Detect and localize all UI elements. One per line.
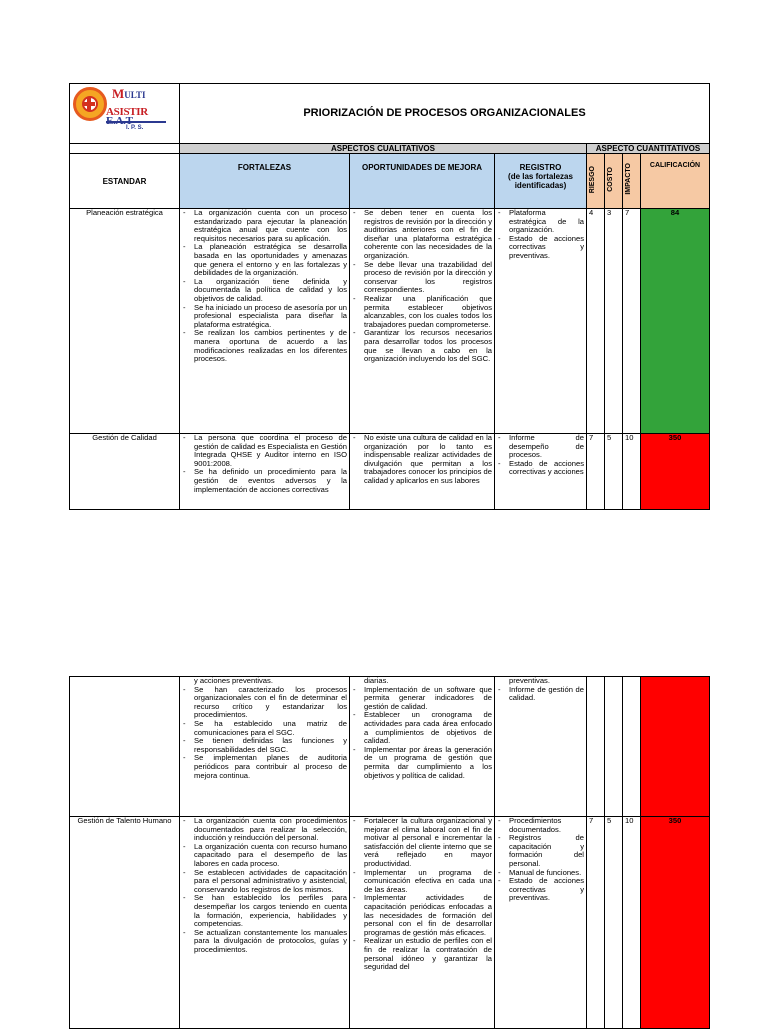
header-oportunidades: OPORTUNIDADES DE MEJORA	[350, 154, 495, 209]
row-costo: 5	[605, 817, 623, 1029]
row-oportunidades	[350, 209, 495, 434]
list-item: - Realizar una planificación que permita establecer objetivos alcanzables, con los cuales todos los trabajadores puedan comprometerse.	[364, 295, 492, 329]
multiasistir-logo	[70, 84, 170, 142]
list-item: - Se han establecido los perfiles para desempeñar los cargos teniendo en cuenta la formación, experiencia, habilidades y competencias.	[194, 894, 347, 928]
row-riesgo: 7	[587, 434, 605, 510]
row-registro	[495, 434, 587, 510]
continued-registro	[495, 677, 587, 817]
row-estandar: Gestión de Calidad	[70, 434, 180, 510]
header-quantitative: ASPECTO CUANTITATIVOS	[587, 144, 710, 154]
list-item: - La organización cuenta con un proceso estandarizado para ejecutar la planeación estratégica anual que cuente con los requisitos necesarios para su aplicación.	[194, 209, 347, 243]
list-item: - No existe una cultura de calidad en la organización por lo tanto es indispensable realizar actividades de divulgación que permitan a los trabajadores conocer los principios de calidad y aplicarlos en sus labores	[364, 434, 492, 486]
list-item: - Estado de acciones correctivas y preventivas.	[509, 235, 584, 261]
list-item: - La organización cuenta con recurso humano capacitado para el desempeño de las labores en cada proceso.	[194, 843, 347, 869]
continued-estandar	[70, 677, 180, 817]
row-impacto: 7	[623, 209, 641, 434]
row-calificacion: 350	[641, 434, 710, 510]
row-calificacion: 84	[641, 209, 710, 434]
header-estandar: ESTANDAR	[70, 154, 180, 209]
list-item: - Se tienen definidas las funciones y responsabilidades del SGC.	[194, 737, 347, 754]
continued-oportunidades	[350, 677, 495, 817]
list-item: - Se debe llevar una trazabilidad del proceso de revisión por la dirección y conservar los registros correspondientes.	[364, 261, 492, 295]
continued-fortalezas	[180, 677, 350, 817]
list-item: - Manual de funciones.	[509, 869, 584, 878]
priorizacion-table-page-1	[69, 83, 710, 510]
list-item: - Se establecen actividades de capacitación para el personal administrativo y asistencial, conservando los registros de los mismos.	[194, 869, 347, 895]
row-registro	[495, 817, 587, 1029]
list-item: - Se realizan los cambios pertinentes y de manera oportuna de acuerdo a las modificaciones realizadas en los diferentes procesos.	[194, 329, 347, 363]
header-registro: REGISTRO (de las fortalezas identificadas)	[495, 154, 587, 209]
row-registro	[495, 209, 587, 434]
list-item: - Implementar por áreas la generación de un programa de gestión que permita dar cumplimiento a los objetivos y política de calidad.	[364, 746, 492, 780]
list-item: - Garantizar los recursos necesarios para desarrollar todos los procesos que se llevan a cabo en la organización incluyendo los del SGC.	[364, 329, 492, 363]
continued-costo	[605, 677, 623, 817]
header-impacto: IMPACTO	[623, 154, 641, 209]
continued-lead-text: y acciones preventivas.	[194, 676, 273, 685]
logo-line-2: ASISTIR	[106, 106, 148, 118]
list-item: - Se ha iniciado un proceso de asesoría por un profesional especialista para diseñar la plataforma estratégica.	[194, 304, 347, 330]
row-fortalezas	[180, 817, 350, 1029]
header-costo: COSTO	[605, 154, 623, 209]
list-item: - Informe de desempeño de procesos.	[509, 434, 584, 460]
list-item: - Informe de gestión de calidad.	[509, 686, 584, 703]
list-item: - Plataforma estratégica de la organización.	[509, 209, 584, 235]
list-item: - Se implementan planes de auditoria periódicos para contribuir al proceso de mejora continua.	[194, 754, 347, 780]
list-item: - Establecer un cronograma de actividades para cada área enfocado a cumplimientos de objetivos de calidad.	[364, 711, 492, 745]
list-item: - Implementar actividades de capacitación periódicas enfocadas a las necesidades de formación del personal con el fin de desarrollar programas de gestión más eficaces.	[364, 894, 492, 937]
list-item: - Realizar un estudio de perfiles con el fin de realizar la contratación de personal idóneo y garantizar la seguridad del	[364, 937, 492, 971]
row-impacto: 10	[623, 817, 641, 1029]
row-costo: 5	[605, 434, 623, 510]
list-item: - Estado de acciones correctivas y acciones	[509, 460, 584, 477]
row-oportunidades	[350, 434, 495, 510]
row-fortalezas	[180, 434, 350, 510]
continued-lead-text: preventivas.	[509, 676, 550, 685]
priorizacion-table-page-2	[69, 676, 710, 1029]
header-spacer	[70, 144, 180, 154]
row-estandar: Planeación estratégica	[70, 209, 180, 434]
list-item: - Se actualizan constantemente los manuales para la divulgación de protocolos, guías y procedimientos.	[194, 929, 347, 955]
row-riesgo: 7	[587, 817, 605, 1029]
list-item: - La planeación estratégica se desarrolla basada en las oportunidades y amenazas que genera el entorno y en las fortalezas y debilidades de la organización.	[194, 243, 347, 277]
continued-impacto	[623, 677, 641, 817]
list-item: - Estado de acciones correctivas y preventivas.	[509, 877, 584, 903]
row-calificacion: 350	[641, 817, 710, 1029]
list-item: - La persona que coordina el proceso de gestión de calidad es Especialista en Gestión Integrada QHSE y Auditor interno en ISO 9001:2008.	[194, 434, 347, 468]
list-item: - Fortalecer la cultura organizacional y mejorar el clima laboral con el fin de motivar al personal e incrementar la satisfacción del cliente interno que se verá reflejado en mayor productividad.	[364, 817, 492, 869]
list-item: - Se ha definido un procedimiento para la gestión de eventos adversos y la implementación de acciones correctivas	[194, 468, 347, 494]
row-fortalezas	[180, 209, 350, 434]
logo-line-1: MULTI	[112, 86, 146, 101]
logo-cell	[70, 84, 180, 144]
row-estandar: Gestión de Talento Humano	[70, 817, 180, 1029]
list-item: - Procedimientos documentados.	[509, 817, 584, 834]
logo-emblem-icon	[73, 87, 107, 121]
list-item: - Implementación de un software que permita generar indicadores de gestión de calidad.	[364, 686, 492, 712]
header-qualitative: ASPECTOS CUALITATIVOS	[180, 144, 587, 154]
list-item: - Implementar un programa de comunicación efectiva en cada una de las áreas.	[364, 869, 492, 895]
list-item: - Se ha establecido una matriz de comunicaciones para el SGC.	[194, 720, 347, 737]
list-item: - Registros de capacitación y formación del personal.	[509, 834, 584, 868]
list-item: - La organización cuenta con procedimientos documentados para realizar la selección, inducción y reinducción del personal.	[194, 817, 347, 843]
row-oportunidades	[350, 817, 495, 1029]
row-riesgo: 4	[587, 209, 605, 434]
header-fortalezas: FORTALEZAS	[180, 154, 350, 209]
logo-line-3: I. P. S.	[126, 125, 144, 131]
row-costo: 3	[605, 209, 623, 434]
row-impacto: 10	[623, 434, 641, 510]
header-riesgo: RIESGO	[587, 154, 605, 209]
list-item: - Se deben tener en cuenta los registros de revisión por la dirección y auditorias anteriores con el fin de diseñar una plataforma estratégica coherente con las necesidades de la organización.	[364, 209, 492, 261]
list-item: - Se han caracterizado los procesos organizacionales con el fin de determinar el recurso crítico y estandarizar los procedimientos.	[194, 686, 347, 720]
continued-lead-text: diarias.	[364, 676, 389, 685]
continued-riesgo	[587, 677, 605, 817]
list-item: - La organización tiene definida y documentada la política de calidad y los objetivos de calidad.	[194, 278, 347, 304]
page-title: PRIORIZACIÓN DE PROCESOS ORGANIZACIONALES	[180, 84, 710, 144]
continued-calificacion	[641, 677, 710, 817]
header-calificacion: CALIFICACIÓN	[641, 154, 710, 209]
